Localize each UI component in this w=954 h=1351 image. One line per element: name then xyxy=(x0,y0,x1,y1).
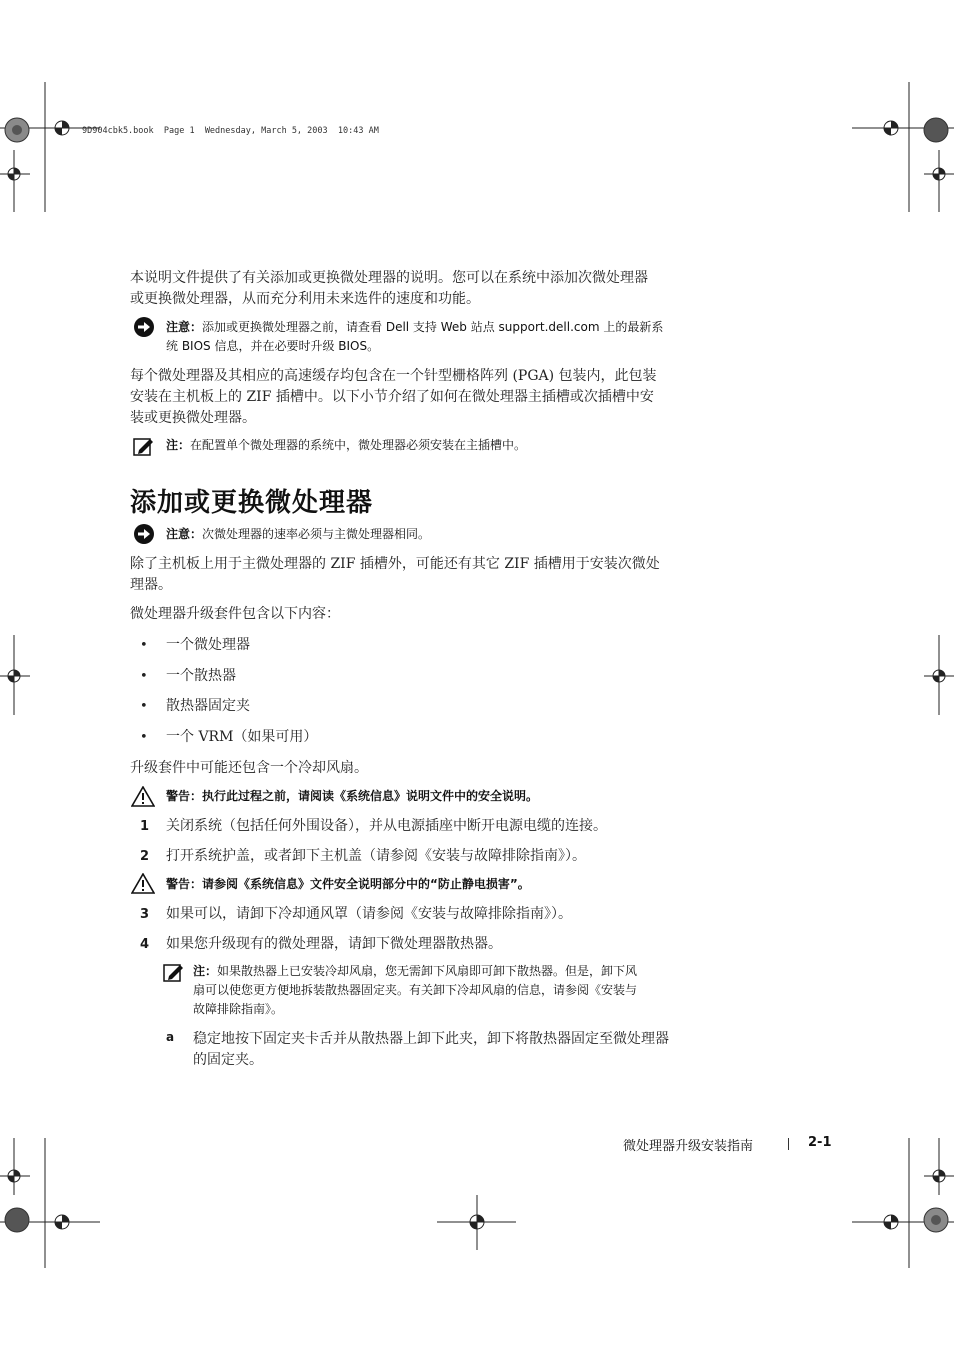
warning-block-1 xyxy=(166,787,538,806)
warning-text: 请参阅《系统信息》文件安全说明部分中的“防止静电损害”。 xyxy=(202,877,530,891)
step-number: 4 xyxy=(140,937,150,952)
list-item: • 一个 VRM（如果可用） xyxy=(140,728,318,745)
step-2 xyxy=(140,845,586,867)
step-number: 2 xyxy=(140,849,150,864)
page-number: 2-1 xyxy=(808,1135,832,1150)
step-4 xyxy=(140,933,502,955)
step-text: 关闭系统（包括任何外围设备），并从电源插座中断开电源电缆的连接。 xyxy=(166,818,607,834)
zif-line-2: 理器。 xyxy=(130,577,172,593)
footer-title: 微处理器升级安装指南 xyxy=(623,1139,754,1154)
section-heading: 添加或更换微处理器 xyxy=(130,488,374,518)
list-item: • 散热器固定夹 xyxy=(140,698,250,714)
substep-line-1: 稳定地按下固定夹卡舌并从散热器上卸下此夹，卸下将散热器固定至微处理器 xyxy=(193,1031,669,1047)
note-text: 在配置单个微处理器的系统中，微处理器必须安装在主插槽中。 xyxy=(190,438,527,452)
intro-line-1: 本说明文件提供了有关添加或更换微处理器的说明。您可以在系统中添加次微处理器 xyxy=(130,270,648,286)
warning-label: 警告： xyxy=(166,789,203,803)
notice-label: 注意： xyxy=(166,320,203,334)
note-label: 注： xyxy=(166,438,191,452)
list-item: • 一个微处理器 xyxy=(140,637,250,653)
notice-block-2 xyxy=(166,525,430,544)
step-number: 3 xyxy=(140,907,150,922)
notice-label: 注意： xyxy=(166,527,203,541)
notice-text-line-1: 添加或更换微处理器之前，请查看 Dell 支持 Web 站点 support.dell.com 上的最新系 xyxy=(202,320,664,334)
step-text: 打开系统护盖，或者卸下主机盖（请参阅《安装与故障排除指南》）。 xyxy=(166,848,586,864)
intro-paragraph xyxy=(130,268,648,310)
note-text-line-2: 扇可以使您更方便地拆装散热器固定夹。有关卸下冷却风扇的信息，请参阅《安装与 xyxy=(193,983,638,997)
step-3 xyxy=(140,903,572,925)
kit-list xyxy=(140,635,317,757)
warning-triangle-icon xyxy=(131,786,155,808)
intro-line-2: 或更换微处理器，从而充分利用未来选件的速度和功能。 xyxy=(130,291,480,307)
note-pencil-icon xyxy=(163,962,185,982)
substep-line-2: 的固定夹。 xyxy=(193,1052,263,1068)
substep-a xyxy=(193,1029,669,1071)
notice-text-line-2: 统 BIOS 信息，并在必要时升级 BIOS。 xyxy=(166,339,380,353)
notice-text: 次微处理器的速率必须与主微处理器相同。 xyxy=(202,527,431,541)
step-text: 如果您升级现有的微处理器，请卸下微处理器散热器。 xyxy=(166,936,502,952)
note-label: 注： xyxy=(193,964,218,978)
pga-paragraph xyxy=(130,366,657,429)
pga-line-3: 装或更换微处理器。 xyxy=(130,410,256,426)
note-pencil-icon xyxy=(133,436,155,456)
zif-paragraph xyxy=(130,554,660,596)
note-block-2 xyxy=(193,962,637,1019)
pga-line-1: 每个微处理器及其相应的高速缓存均包含在一个针型栅格阵列 (PGA) 包装内，此包装 xyxy=(130,368,657,384)
note-text-line-1: 如果散热器上已安装冷却风扇，您无需卸下风扇即可卸下散热器。但是，卸下风 xyxy=(217,964,638,978)
notice-block-1 xyxy=(166,318,663,356)
substep-letter: a xyxy=(166,1030,175,1044)
warning-triangle-icon xyxy=(131,873,155,895)
print-file-info: 9D904cbk5.book Page 1 Wednesday, March 5, 2003 10:43 AM xyxy=(82,126,379,136)
warning-label: 警告： xyxy=(166,877,203,891)
footer-separator xyxy=(788,1138,789,1150)
zif-line-1: 除了主机板上用于主微处理器的 ZIF 插槽外，可能还有其它 ZIF 插槽用于安装次微处 xyxy=(130,556,660,572)
note-block-1 xyxy=(166,436,526,455)
list-item: • 一个散热器 xyxy=(140,667,236,684)
step-number: 1 xyxy=(140,819,150,834)
kit-fan-note: 升级套件中可能还包含一个冷却风扇。 xyxy=(130,760,368,776)
step-text: 如果可以，请卸下冷却通风罩（请参阅《安装与故障排除指南》）。 xyxy=(166,906,572,922)
notice-icon xyxy=(133,523,155,545)
warning-block-2 xyxy=(166,875,530,894)
notice-icon xyxy=(133,316,155,338)
note-text-line-3: 故障排除指南》。 xyxy=(193,1002,284,1016)
pga-line-2: 安装在主机板上的 ZIF 插槽中。以下小节介绍了如何在微处理器主插槽或次插槽中安 xyxy=(130,389,654,405)
warning-text: 执行此过程之前，请阅读《系统信息》说明文件中的安全说明。 xyxy=(202,789,539,803)
kit-intro: 微处理器升级套件包含以下内容： xyxy=(130,606,340,622)
step-1 xyxy=(140,815,607,837)
